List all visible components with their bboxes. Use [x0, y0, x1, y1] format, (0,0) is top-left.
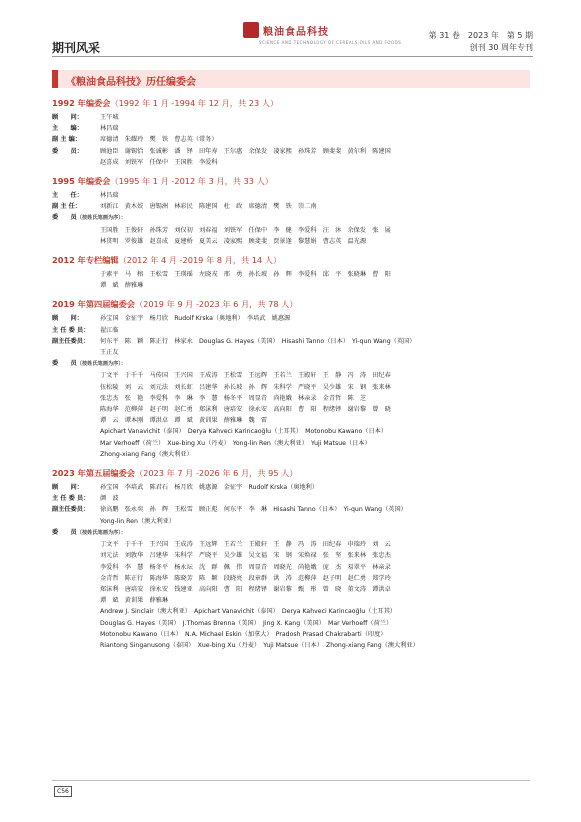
member-names-line: 孙宝国 李培武 陈君石 杨月欣 姚惠源 金征宇 Rudolf Krska（奥地利）	[100, 484, 319, 492]
role-text: 副 主 编：	[52, 136, 82, 144]
member-names	[100, 482, 530, 493]
member-names-line: 谭 斌 薛雅琳	[100, 282, 144, 290]
member-row	[52, 269, 530, 291]
section-accent	[52, 70, 58, 88]
member-names	[100, 336, 530, 358]
logo-subtitle: SCIENCE AND TECHNOLOGY OF CEREALS,OILS AND FOODS	[259, 40, 402, 45]
member-row	[52, 493, 530, 504]
board-group	[52, 468, 530, 651]
section-title-bar	[52, 70, 530, 88]
header-divider	[52, 56, 533, 57]
member-names	[100, 112, 530, 123]
issue-special: 创刊 30 周年专刊	[469, 43, 533, 52]
role-label	[52, 358, 126, 370]
member-row	[52, 325, 530, 336]
member-names	[100, 225, 530, 247]
board-group	[52, 299, 530, 460]
member-names-line: 颜 波	[100, 495, 119, 503]
member-names-line: 林昌瑞	[100, 125, 119, 133]
editorial-board-list	[52, 98, 530, 659]
role-label	[52, 313, 100, 324]
board-group-period: （2023 年 7 月 -2026 年 6 月，共 95 人）	[134, 468, 298, 479]
member-names-line: 陈海华 范柳萍 赵子明 赵仁勇 郑沫利 唐培安 徐永安 高向阳 曹 阳 程绪铎 谢岩黎 曾 晓	[100, 406, 391, 414]
member-names-line: 林贯明 罗俊雄 赵喜成 夏建桥 夏美云 凌家熙 顾斐斐 贾景逢 黎慧娟 曹志英 温光源	[100, 237, 367, 245]
member-row	[52, 112, 530, 123]
logo-cube-icon	[243, 22, 259, 38]
board-group-period: （1992 年 1 月 -1994 年 12 月，共 23 人）	[110, 98, 279, 108]
member-row	[52, 201, 530, 212]
member-row	[52, 313, 530, 324]
member-names-line: 翟江临	[100, 326, 119, 334]
member-names-line: 王国胜 王俊轩 孙珠芳 刘仅初 刘春福 刘铁军 任保中 李 健 李爱科 汪 沐 余保发 张 展	[100, 226, 391, 234]
member-row	[52, 190, 530, 201]
member-names-line: 丁文平 于千千 马传国 王兴国 王成涛 王松雪 王远辉 王若兰 王殿轩 王 静 冯 涛 田纪春	[100, 372, 391, 380]
page-number: C56	[54, 786, 72, 797]
role-text: 委 员	[52, 528, 77, 536]
role-text: 主 任 委 员：	[52, 495, 90, 503]
member-names-line: 丁文平 于千千 王兴国 王成涛 王远辉 王若兰 王殿轩 王 静 冯 涛 田纪春 申瑞玲 刘 云	[100, 541, 391, 549]
issue-volume: 第 31 卷 2023 年 第 5 期	[428, 31, 533, 40]
section-title: 《粮油食品科技》历任编委会	[66, 77, 196, 88]
member-names-line: Andrew J. Sinclair（澳大利亚） Apichart Vanavichit（泰国） Derya Kahveci Karincaoğlu（土耳其）	[100, 608, 397, 616]
board-group-period: （2012 年 4 月 -2019 年 8 月，共 14 人）	[118, 255, 282, 266]
member-names-line: 于素平 马 榕 王松雪 王瑛瑶 左晓戎 邢 勇 孙长坡 孙 辉 李爱科 邱 平 张晓琳 曹 阳	[100, 271, 391, 279]
role-text: 副主任委员：	[52, 506, 90, 514]
member-row	[52, 504, 530, 526]
role-label	[52, 201, 100, 212]
member-row	[52, 527, 530, 539]
member-names-line: 伍松陵 刘 云 刘元法 刘长虹 吕建华 孙长坡 孙 辉 朱科学 严晓平 吴少雄 宋 钢 张来林	[100, 383, 391, 391]
member-names-line: 谭 云 谭本刚 谭洪卓 谭 斌 黄训果 薛雅琳 魏 雷	[100, 417, 268, 425]
member-names-line: 林昌瑞	[100, 192, 119, 200]
member-names	[100, 313, 530, 324]
member-row	[52, 539, 530, 651]
member-names	[100, 146, 530, 168]
member-row	[52, 225, 530, 247]
role-label	[52, 225, 100, 247]
board-group-title: 1995 年编委会	[52, 176, 111, 187]
member-names-line: 孙宝国 金征宇 杨月欣 Rudolf Krska（奥地利） 李培武 姚惠源	[100, 315, 291, 323]
member-names	[100, 134, 530, 145]
role-text: 主 任：	[52, 192, 83, 200]
member-row	[52, 370, 530, 460]
board-group	[52, 255, 530, 291]
page-header	[0, 0, 581, 58]
member-names	[100, 539, 530, 651]
role-text: 委 员：	[52, 147, 83, 155]
member-names-line: 刘元法 刘敦华 吕建华 朱科学 严晓平 吴少雄 吴文福 宋 钢 宋焕禄 张 坚 张来林 张忠杰	[100, 552, 391, 560]
member-names-line: 王正友	[100, 349, 119, 357]
board-group-period: （1995 年 1 月 -2012 年 3 月，共 33 人）	[110, 176, 273, 187]
role-text: 副主任委员：	[52, 337, 90, 345]
member-names-line: 徐高鹏 张永奕 孙 辉 王松雪 顾正彪 何东平 李 琳 Hisashi Tanno（日本） Yi-qun Wang（英国）	[100, 506, 407, 514]
role-text: 顾 问：	[52, 315, 83, 323]
role-label	[52, 539, 100, 651]
role-label	[52, 527, 126, 539]
member-names-line: Motonobu Kawano（日本） N.A. Michael Eskin（加拿大） Pradosh Prasad Chakrabarti（印度）	[100, 630, 387, 638]
member-names-line: Apichart Vanavichit（泰国） Derya Kahveci Karincaoğlu（土耳其） Motonobu Kawano（日本）	[100, 428, 388, 436]
role-text: 顾 问：	[52, 114, 83, 121]
member-names	[100, 201, 530, 212]
member-names-line: Mar Verhoeff（荷兰） Xue-bing Xu（丹麦） Yong-lin Ren（澳大利亚） Yuji Matsue（日本）	[100, 439, 371, 447]
member-names-line: 李爱科 李 慧 杨冬平 杨永坛 沈 群 佩 伟 周显青 周晓光 尚艳娥 庞 杰 易翠平 林亲录	[100, 563, 391, 571]
member-names-line: 郑沫利 唐培安 徐永安 钱建亚 高向阳 曹 阳 程绪铎 谢岩黎 甄 彤 曾 晓 董文涛 谭洪卓	[100, 585, 391, 593]
member-names	[100, 190, 530, 201]
board-group-title: 2012 年专栏编辑	[52, 255, 119, 266]
role-label	[52, 336, 100, 358]
member-names-line: Riantong Singanusong（泰国） Xue-bing Xu（丹麦） Yuji Matsue（日本） Zhong-xiang Fang（澳大利亚）	[100, 641, 419, 649]
member-names	[100, 493, 530, 504]
member-names	[126, 212, 530, 224]
member-row	[52, 134, 530, 145]
logo-text: 粮油食品科技	[263, 26, 329, 38]
footer-divider	[52, 780, 530, 781]
role-label	[52, 325, 100, 336]
member-row	[52, 358, 530, 370]
member-names	[126, 527, 530, 539]
member-names	[100, 504, 530, 526]
board-group-heading	[52, 468, 530, 479]
role-text: 主 编：	[52, 125, 83, 133]
board-group-heading	[52, 255, 530, 266]
board-group	[52, 98, 530, 168]
member-names-line: 金青哲 陈正行 陈海华 陈晓芳 陈 颖 段晓亮 段章群 洪 涛 范柳萍 赵子明 赵仁勇 郑学玲	[100, 574, 391, 582]
role-label	[52, 269, 100, 291]
role-text: 顾 问：	[52, 484, 83, 492]
role-label	[52, 370, 100, 460]
member-names	[126, 358, 530, 370]
member-names-line: Douglas G. Hayes（美国） J.Thomas Brenna（美国） Jing X. Kang（美国） Mar Verhoeff（荷兰）	[100, 619, 393, 627]
member-names-line: 王午城	[100, 114, 119, 121]
member-names	[100, 269, 530, 291]
member-names	[100, 325, 530, 336]
member-names-line: 刘新江 黄木姣 唐锡洲 林彩民 陈建国 杜 政 席德清 樊 铁 崇二南	[100, 203, 317, 211]
role-label	[52, 493, 100, 504]
role-note: （按姓氏笔画为序）：	[76, 361, 127, 368]
board-group-title: 2023 年第五届编委会	[52, 468, 135, 479]
member-names-line: 赵喜成 刘铁军 任保中 王国胜 李爱科	[100, 158, 218, 166]
member-row	[52, 336, 530, 358]
role-note: （按姓氏笔画为序）：	[76, 215, 127, 222]
member-names-line: Zhong-xiang Fang（澳大利亚）	[100, 450, 193, 458]
member-names-line: 张忠杰 张 艳 李爱科 李 琳 李 慧 杨冬平 周显青 尚艳娥 林亲录 金青哲 陈 芝	[100, 394, 367, 402]
journal-logo	[243, 22, 329, 38]
role-text: 委 员	[52, 214, 77, 222]
role-label	[52, 112, 100, 123]
board-group	[52, 176, 530, 247]
role-note: （按姓氏笔画为序）：	[76, 529, 127, 536]
board-group-title: 1992 年编委会	[52, 98, 111, 108]
role-text: 副 主 任：	[52, 203, 82, 211]
member-row	[52, 482, 530, 493]
role-label	[52, 482, 100, 493]
member-names	[100, 370, 530, 460]
board-group-heading	[52, 176, 530, 187]
issue-info	[429, 30, 533, 54]
role-label	[52, 504, 100, 526]
role-label	[52, 146, 100, 168]
board-group-period: （2019 年 9 月 -2023 年 6 月，共 78 人）	[134, 299, 298, 310]
role-label	[52, 212, 126, 224]
member-names-line: 顾池臣 谢锡恰 张诚彬 潘 铎 田年寿 王尔惠 余保发 凌家熙 孙珠芳 顾斐斐 黄尔利 陈建国	[100, 147, 391, 155]
member-row	[52, 123, 530, 134]
journal-section-label: 期刊风采	[52, 41, 101, 55]
member-row	[52, 146, 530, 168]
role-text: 委 员	[52, 360, 77, 368]
role-text: 主 任 委 员：	[52, 326, 90, 334]
member-row	[52, 212, 530, 224]
member-names-line: Yong-lin Ren（澳大利亚）	[100, 517, 176, 525]
member-names-line: 席德清 朱耀玲 樊 铁 曹志英（常务）	[100, 136, 218, 144]
board-group-heading	[52, 98, 530, 109]
member-names	[100, 123, 530, 134]
board-group-heading	[52, 299, 530, 310]
member-names-line: 谭 斌 黄训果 薛雅琳	[100, 597, 169, 605]
board-group-title: 2019 年第四届编委会	[52, 299, 135, 310]
member-names-line: 何东平 陈 颖 陈正行 林家永 Douglas G. Hayes（美国） Hisashi Tanno（日本） Yi-qun Wang（英国）	[100, 337, 416, 345]
role-label	[52, 190, 100, 201]
role-label	[52, 134, 100, 145]
role-label	[52, 123, 100, 134]
